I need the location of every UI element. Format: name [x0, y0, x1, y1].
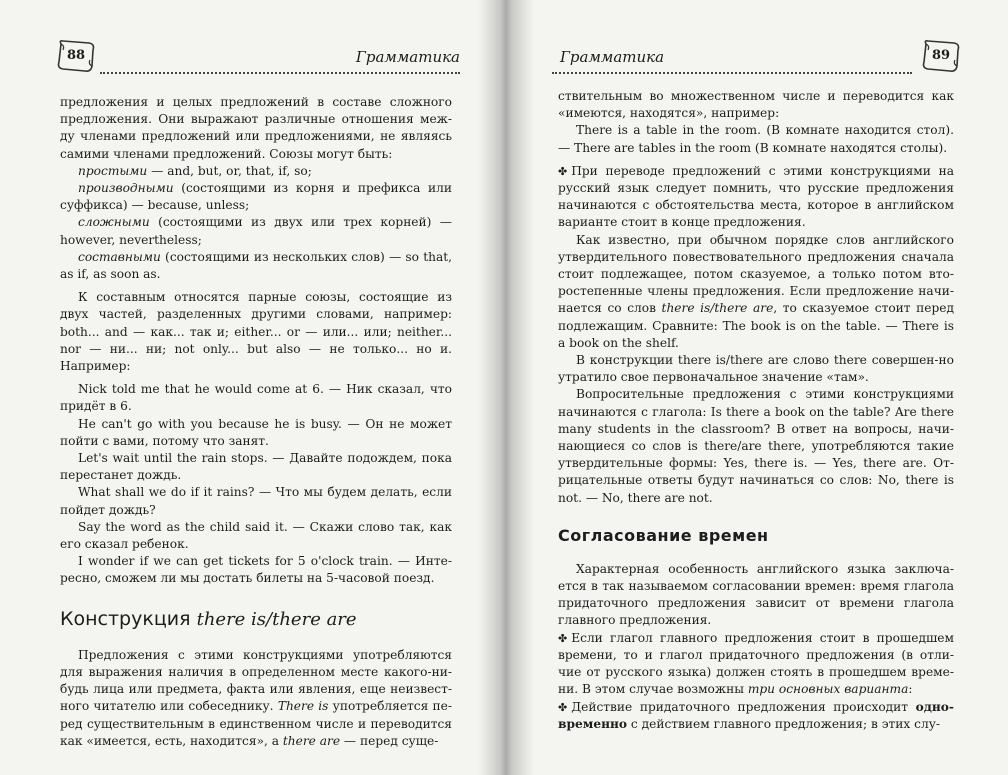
union-text: (состоящими из нескольких слов) — so that, as if, as soon as.: [60, 249, 452, 282]
union-term: простыми: [78, 163, 148, 178]
union-type: [60, 163, 452, 180]
left-page: [0, 0, 500, 775]
term: три основных варианта: [747, 682, 909, 697]
text-run: Предложения с этими конструкциями употребляются для выражения наличия в определенном месте какого-ни-будь лица или предмета, факта или явления, еще неизвест-ного читателю или собеседнику.: [60, 647, 452, 714]
paragraph: К составным относятся парные союзы, состоящие из двух частей, разделенных другими словами, например: both... and — как... так и; either... or — или... или; neither... nor — ни... ни; not only... but also — не только... но и. Например:: [60, 290, 452, 374]
section-heading: [60, 608, 452, 631]
paragraph: [60, 647, 452, 750]
heading-text: Конструкция: [60, 607, 197, 630]
paragraph: В конструкции there is/there are слово there совершен-но утратило свое первоначальное значение «там».: [558, 353, 954, 385]
term: There is: [277, 699, 329, 714]
example: Nick told me that he would come at 6. — Ник сказал, что придёт в 6.: [60, 382, 452, 414]
union-text: (состоящими из двух или трех корней) — however, nevertheless;: [60, 215, 452, 247]
example: I wonder if we can get tickets for 5 o'clock train. — Инте-ресно, сможем ли мы достать билеты на 5-часовой поезд.: [60, 554, 452, 586]
paragraph: [558, 232, 954, 352]
text-run: Если глагол главного предложения стоит в прошедшем времени, то и глагол придаточного предложения (в отли-чие от русского языка) должен стоять в прошедшем време-ни. В этом случае возможны: [558, 630, 954, 697]
paragraph: Вопросительные предложения с этими конструкциями начинаются с глагола: Is there a book on the table? Are there many students in the classroom? В ответ на вопросы, начи-нающиеся со слов is there/are there, употребляются такие утвердительные формы: Yes, there is. — Yes, there are. От-рицательные ответы будут начинаться со слов: No, there is not. — No, there are not.: [558, 387, 954, 505]
right-page: [500, 0, 1008, 775]
text-run: , то сказуемое стоит перед подлежащим. Сравните: The book is on the table. — There is a book on the shelf.: [558, 301, 954, 350]
right-page-body: [558, 88, 954, 733]
paragraph: предложения и целых предложений в составе сложного предложения. Они выражают различные отношения меж-ду членами предложений или предложениями, не являясь самими членами предложений. Союзы могут быть:: [60, 95, 452, 161]
text-run: Как известно, при обычном порядке слов английского утвердительного повествовательного предложения сначала стоит подлежащее, потом сказуемое, а только потом вто-ростепенные члены предложения. Если предложение начи-нается со слов: [558, 232, 954, 316]
union-text: — and, but, or, that, if, so;: [147, 163, 312, 178]
term: there are: [282, 733, 341, 748]
diamond-bullet-icon: ✤: [558, 631, 568, 645]
union-text: (состоящими из корня и префикса или суффикса) — because, unless;: [60, 181, 452, 213]
text-run: :: [908, 682, 913, 697]
running-title: Грамматика: [355, 48, 460, 66]
heading-italic: there is/there are: [196, 608, 357, 630]
bullet-paragraph: [558, 163, 954, 232]
header-rule: [100, 72, 460, 74]
running-title: Грамматика: [560, 48, 665, 66]
page-number-scroll-ornament: [920, 38, 962, 74]
page-number: 88: [66, 48, 86, 63]
example: He can't go with you because he is busy. — Он не может пойти с вами, потому что занят.: [60, 416, 452, 448]
diamond-bullet-icon: ✤: [558, 164, 568, 178]
union-type: [60, 249, 452, 283]
text-run: Действие придаточного предложения происходит: [571, 699, 916, 714]
text-run: употребляется пе-ред существительным в единственном числе и переводится как «имеется, есть, находится», а: [60, 699, 453, 748]
bullet-paragraph: [558, 630, 954, 699]
example: What shall we do if it rains? — Что мы будем делать, если пойдет дождь?: [60, 485, 452, 517]
left-page-body: [60, 94, 452, 750]
right-page-header: [552, 38, 962, 78]
union-term: производными: [78, 181, 174, 196]
page-number-scroll-ornament: [55, 38, 97, 74]
page-number: 89: [931, 48, 951, 63]
text-run: При переводе предложений с этими конструкциями на русский язык следует помнить, что русские предложения начинаются с обстоятельства места, которое в английском варианте стоит в конце предложения.: [558, 163, 954, 230]
term: there is/there are: [661, 301, 774, 316]
bullet-paragraph: [558, 699, 954, 733]
left-page-header: [55, 38, 460, 78]
book-gutter-shadow: [478, 0, 534, 775]
paragraph: ствительным во множественном числе и переводится как «имеются, находятся», например:: [558, 89, 954, 121]
example: Let's wait until the rain stops. — Давайте подождем, пока перестанет дождь.: [60, 451, 452, 483]
union-type: [60, 180, 452, 214]
union-term: сложными: [78, 215, 150, 230]
diamond-bullet-icon: ✤: [558, 700, 568, 714]
term: одно-временно: [558, 699, 954, 731]
example: Say the word as the child said it. — Скажи слово так, как его сказал ребенок.: [60, 519, 452, 552]
example: There is a table in the room. (В комнате находится стол). — There are tables in the room (В комнате находятся столы).: [558, 123, 954, 155]
union-term: составными: [78, 249, 161, 264]
section-heading: Согласование времен: [558, 525, 769, 545]
union-type: [60, 214, 452, 248]
header-rule: [552, 72, 912, 74]
text-run: с действием главного предложения; в этих слу-: [627, 716, 940, 731]
paragraph: Характерная особенность английского языка заключа-ется в так называемом согласовании времен: время глагола придаточного предложения зависит от времени глагола главного предложения.: [558, 561, 954, 628]
text-run: — перед суще-: [340, 733, 439, 748]
